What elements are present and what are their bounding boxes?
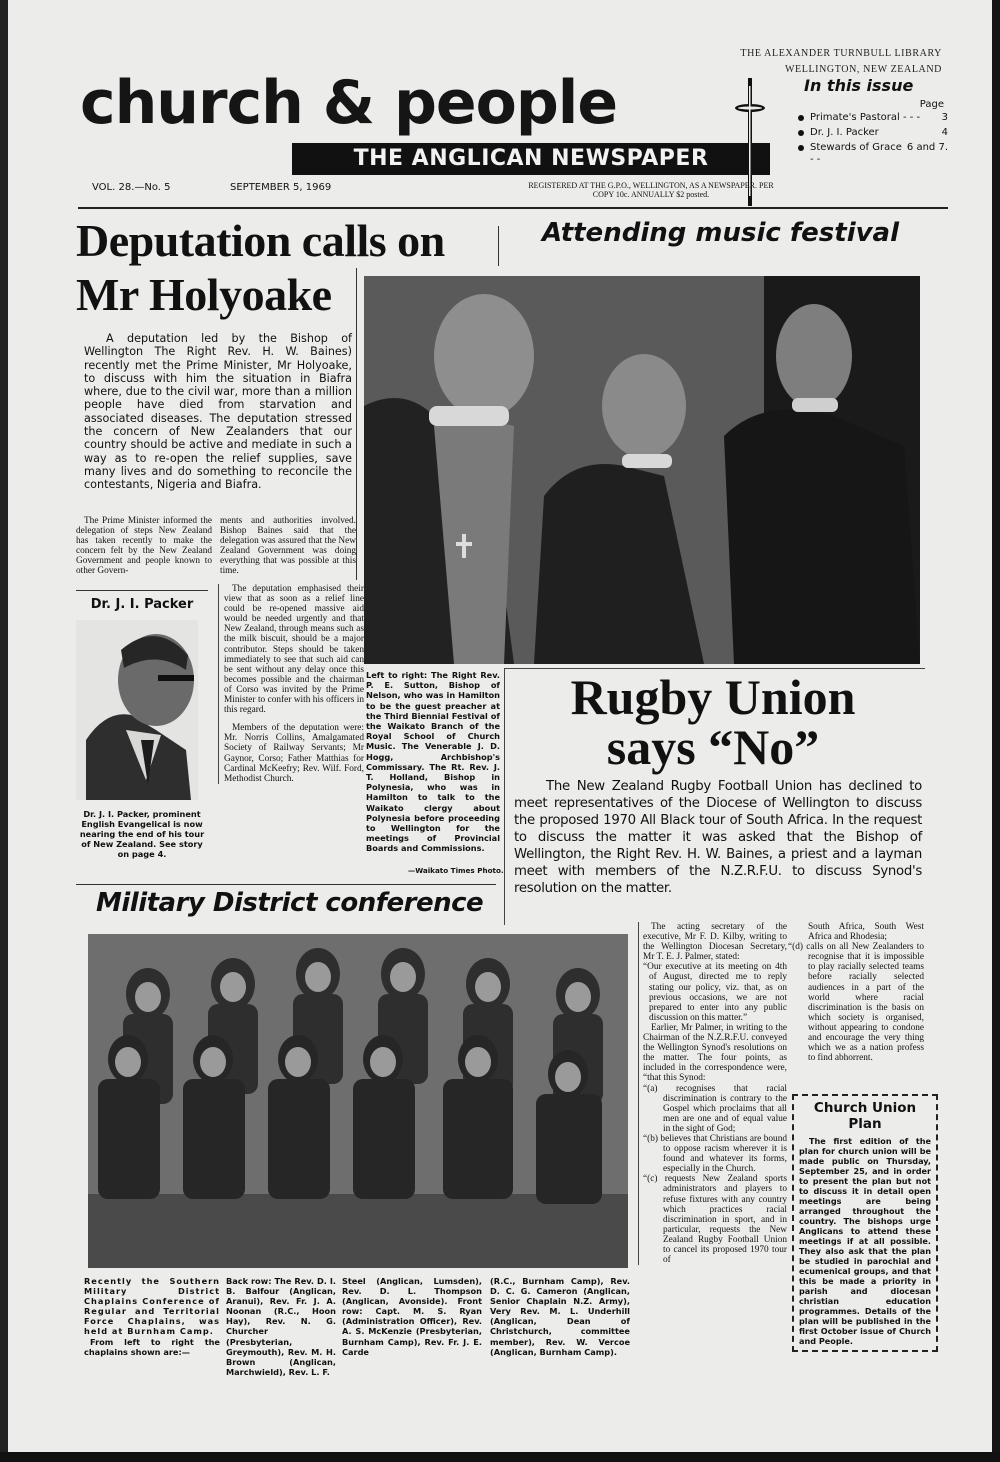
deputation-lede: A deputation led by the Bishop of Wellington The Right Rev. H. W. Baines) recently met the Prime Minister, Mr Holyoake, to discuss with him the situation in Biafra where, due to the civil war, more than a million people have died from starvation and associated diseases. The deputation stressed the concern of New Zealanders that our country should be active and mediate in such a way as to re-open the relief supplies, save many lives and do something to reconcile the contestants, Nigeria and Biafra. bbox=[84, 332, 352, 492]
synod-point-a: “(a) recognises that racial discrimination is contrary to the Gospel which proclaims that all men are one and of equal value in the sight of God; bbox=[643, 1083, 787, 1134]
in-this-issue-box bbox=[798, 76, 948, 169]
military-caption-intro: Recently the Southern Military District Chaplains Conference of Regular and Territorial Force Chaplains, was held at Burnham Camp. bbox=[84, 1276, 220, 1337]
military-caption-4: (R.C., Burnham Camp), Rev. D. C. G. Cameron (Anglican, Senior Chaplain N.Z. Army), Very Rev. M. L. Underhill (Anglican, Dean of Christchurch, committee member), Rev. W. Vercoe (Anglican, Burnham Camp). bbox=[490, 1276, 630, 1357]
photo-credit: —Waikato Times Photo. bbox=[408, 866, 504, 875]
church-union-box bbox=[792, 1094, 938, 1352]
deputation-column-3 bbox=[218, 584, 364, 784]
rugby-lede: The New Zealand Rugby Football Union has declined to meet representatives of the Diocese of Wellington to discuss the proposed 1970 All Black tour of South Africa. In the request to discuss the matter it was asked that the Bishop of Wellington, the Right Rev. H. W. Baines, a priest and a layman meet with members of the N.Z.R.F.U. to discuss Synod's resolution on the matter. bbox=[514, 779, 922, 896]
packer-heading: Dr. J. I. Packer bbox=[90, 597, 194, 612]
deputation-members: Members of the deputation were: Mr. Norris Collins, Amalgamated Society of Railway Servants; Mr Gaynor, Corso; Father Matthias for Cardinal McKeefry; Rev. Wilf. Ford, Methodist Church. bbox=[224, 723, 364, 784]
packer-portrait-image bbox=[76, 620, 198, 800]
synod-point-c-continued: South Africa, South West Africa and Rhodesia; bbox=[808, 922, 924, 943]
military-group-photo bbox=[88, 934, 628, 1268]
stamp-line-2: WELLINGTON, NEW ZEALAND bbox=[784, 64, 942, 75]
masthead-rule bbox=[78, 207, 948, 209]
scan-border-right bbox=[992, 0, 1000, 1462]
military-caption-2: Back row: The Rev. D. I. B. Balfour (Anglican, Aranui), Rev. Fr. J. A. Noonan (R.C., Hoon Hay), Rev. N. G. Churcher (Presbyterian, Greymouth), Rev. M. H. Brown (Anglican, Marchwield), Rev. L. F. bbox=[226, 1276, 336, 1377]
page-column-label: Page bbox=[919, 99, 944, 110]
column-divider bbox=[498, 226, 499, 266]
synod-point-b: “(b) believes that Christians are bound to oppose racism wherever it is found and whatever its forms, especially in the Church. bbox=[643, 1133, 787, 1175]
military-caption-3: Steel (Anglican, Lumsden), Rev. D. L. Thompson (Anglican, Avonside). Front row: Capt. M. S. Ryan (Administration Officer), Rev. A. S. McKenzie (Presbyterian, Burnham Camp), Rev. Fr. J. E. Carde bbox=[342, 1276, 482, 1357]
rugby-paragraph: The acting secretary of the executive, Mr F. D. Kilby, writing to the Wellington Diocesan Secretary, Mr T. E. J. Palmer, stated: bbox=[643, 922, 787, 963]
issue-item-page: 4 bbox=[941, 127, 948, 138]
section-rule bbox=[76, 884, 496, 885]
music-festival-caption: Left to right: The Right Rev. P. E. Sutton, Bishop of Nelson, who was in Hamilton to be the guest preacher at the Third Biennial Festival of the Waikato Branch of the Royal School of Church Music. The Venerable J. D. Hogg, Archbishop's Commissary. The Rt. Rev. J. T. Holland, Bishop in Polynesia, who was in Hamilton to talk to the Waikato clergy about Polynesia before proceeding to Wellington for the meetings of Provincial Boards and Commissions. bbox=[366, 670, 500, 854]
synod-point-d: “(d) calls on all New Zealanders to recognise that it is impossible to play racially selected teams before racially selected audiences in a part of the world where racial discrimination is the basis on which society is organised, without appearing to condone and encourage the very thing which we as a nation profess to find abhorrent. bbox=[788, 942, 924, 1064]
rugby-quote: “Our executive at its meeting on 4th of August, directed me to reply stating our policy, viz. that, as on previous occasions, we are not prepared to enter into any public discussion on this matter.” bbox=[643, 962, 787, 1023]
column-divider bbox=[356, 268, 357, 580]
rugby-paragraph: Earlier, Mr Palmer, in writing to the Chairman of the N.Z.R.F.U. conveyed the Wellington Synod's resolutions on the matter. The four points, as included in the correspondence were, “that this Synod: bbox=[643, 1022, 787, 1084]
music-festival-photo bbox=[364, 276, 920, 664]
scan-border-left bbox=[0, 0, 8, 1462]
issue-item-page: 6 and 7. bbox=[906, 142, 948, 153]
in-this-issue-title: In this issue bbox=[804, 76, 914, 95]
library-stamp bbox=[740, 46, 942, 78]
newspaper-page bbox=[8, 0, 992, 1452]
rugby-headline-line-1: Rugby Union bbox=[570, 669, 856, 725]
issue-item-label: Dr. J. I. Packer bbox=[810, 127, 879, 138]
rugby-column-2 bbox=[788, 922, 924, 1063]
issue-date: SEPTEMBER 5, 1969 bbox=[230, 182, 332, 193]
issue-item[interactable] bbox=[798, 127, 948, 139]
volume-number: VOL. 28.—No. 5 bbox=[92, 182, 171, 193]
rugby-headline-line-2: says “No” bbox=[606, 719, 820, 775]
bullet-icon bbox=[798, 130, 804, 136]
deputation-column-2: ments and authorities involved. Bishop Baines said that the delegation was assured that the New Zealand Government was doing everything that was possible at this time. bbox=[220, 516, 356, 577]
stamp-line-1: THE ALEXANDER TURNBULL LIBRARY bbox=[740, 48, 942, 59]
masthead-title: church & people bbox=[80, 68, 618, 138]
rugby-column-1 bbox=[638, 922, 787, 1265]
synod-point-c: “(c) requests New Zealand sports administrators and players to refuse fixtures with any country which practices racial discrimination in sport, and in particular, requests the New Zealand Rugby Football Union to cancel its proposed 1970 tour of bbox=[643, 1174, 787, 1266]
issue-item[interactable] bbox=[798, 112, 948, 124]
masthead-subtitle: THE ANGLICAN NEWSPAPER bbox=[292, 143, 770, 175]
bullet-icon bbox=[798, 115, 804, 121]
deputation-paragraph: The deputation emphasised their view that as soon as a relief line could be re-opened massive aid would be needed urgently and that New Zealand, through means such as the milk biscuit, should be a major contributor. Steps should be taken immediately to see that such aid can be sent without any delay once this becomes possible and the chairman of Corso was invited by the Prime Minister to confer with his officers in this regard. bbox=[224, 584, 364, 716]
issue-item-label: Stewards of Grace - - bbox=[810, 142, 902, 165]
church-union-body: The first edition of the plan for church union will be made public on Thursday, September 25, and in order to present the plan but not to discuss it in detail open meetings are being arranged throughout the country. The bishops urge Anglicans to attend these meetings if at all possible. They also ask that the plan be studied in parochial and ecumenical groups, and that this be made a priority in parish and diocesan christian education programmes. Details of the plan will be published in the first October issue of Church and People. bbox=[799, 1136, 931, 1346]
deputation-column-1: The Prime Minister informed the delegation of steps New Zealand has taken recently to make the concern felt by the New Zealand Government and people known to other Govern- bbox=[76, 516, 212, 577]
issue-item[interactable] bbox=[798, 142, 948, 166]
music-festival-headline: Attending music festival bbox=[542, 218, 900, 248]
bullet-icon bbox=[798, 145, 804, 151]
military-caption-lead: From left to right the chaplains shown are:— bbox=[84, 1336, 220, 1357]
packer-caption: Dr. J. I. Packer, prominent English Evangelical is now nearing the end of his tour of New Zealand. See story on page 4. bbox=[79, 809, 205, 859]
military-caption-1 bbox=[84, 1276, 220, 1357]
military-headline: Military District conference bbox=[96, 888, 484, 918]
issue-item-label: Primate's Pastoral - - - bbox=[810, 112, 921, 123]
registration-notice: REGISTERED AT THE G.P.O., WELLINGTON, AS A NEWSPAPER. PER COPY 10c. ANNUALLY $2 posted. bbox=[528, 181, 774, 199]
issue-item-page: 3 bbox=[941, 112, 948, 123]
rugby-headline bbox=[506, 669, 920, 775]
church-union-heading: Church Union Plan bbox=[813, 1100, 917, 1132]
scan-border-bottom bbox=[0, 1452, 1000, 1462]
packer-feature bbox=[76, 590, 208, 859]
deputation-headline: Deputation calls on Mr Holyoake bbox=[76, 215, 445, 320]
